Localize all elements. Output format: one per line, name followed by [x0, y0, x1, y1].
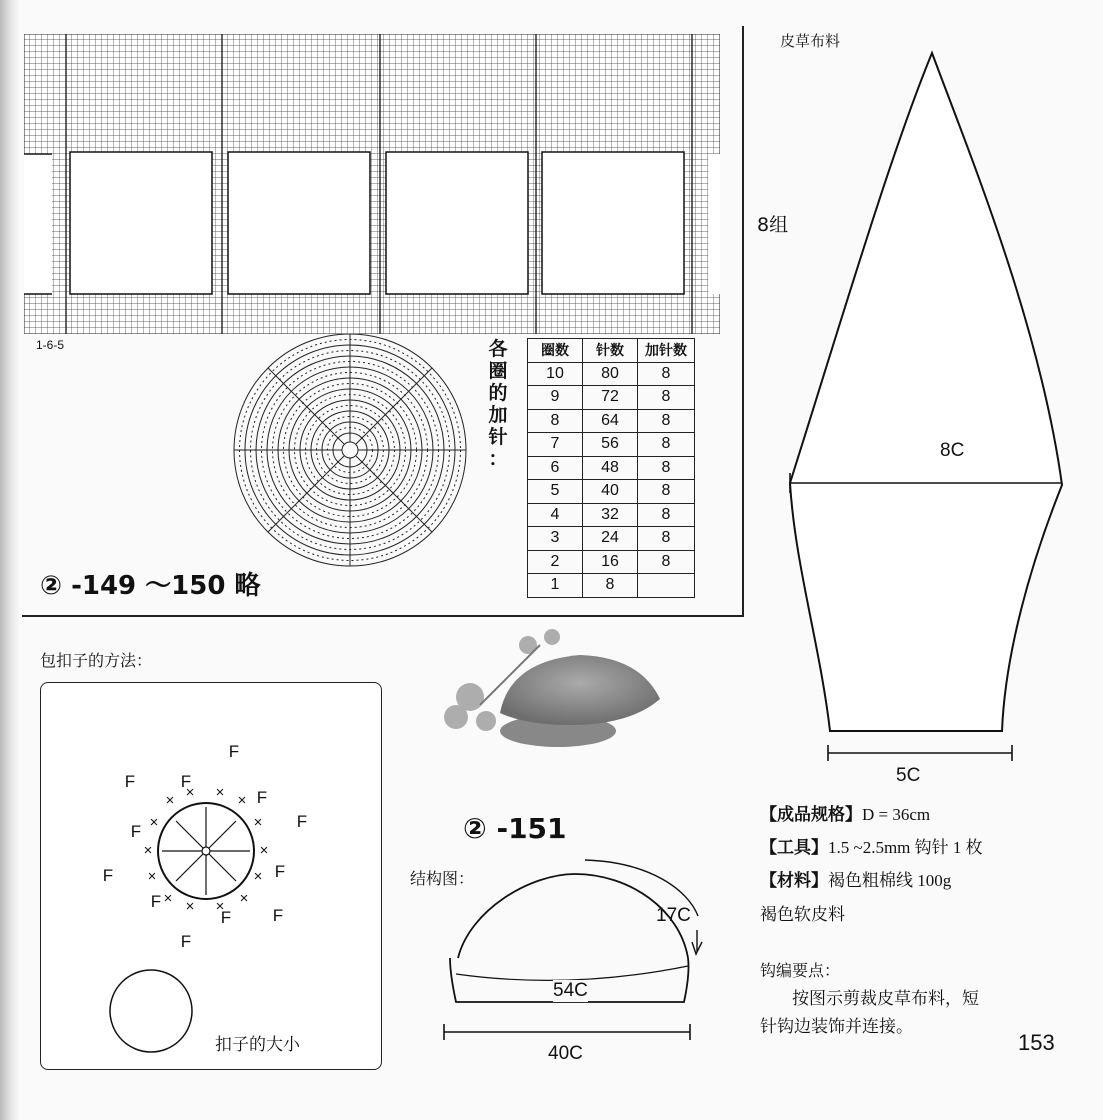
table-row	[528, 386, 695, 410]
table-cell: 8	[638, 550, 695, 574]
svg-text:F: F	[274, 862, 286, 881]
svg-text:F: F	[130, 822, 142, 841]
svg-text:F: F	[180, 932, 192, 951]
svg-text:×: ×	[215, 898, 225, 915]
button-cover-stitch-diagram	[90, 735, 330, 955]
side-char: 针	[488, 426, 508, 448]
divider-vertical	[742, 26, 744, 616]
table-cell: 7	[528, 433, 583, 457]
hat-151-title: ② -151	[463, 812, 567, 845]
side-char: 加	[488, 404, 508, 426]
svg-text:×: ×	[215, 784, 225, 801]
spec-tool	[760, 833, 983, 858]
spec-material-value-2: 褐色软皮料	[760, 905, 845, 924]
page-gutter-shadow	[0, 0, 20, 1120]
leather-group-label: 8组	[757, 214, 789, 236]
svg-text:F: F	[272, 906, 284, 925]
hat-structure-diagram	[440, 850, 710, 1050]
table-cell: 8	[638, 480, 695, 504]
table-row	[528, 480, 695, 504]
table-row	[528, 503, 695, 527]
round-stitch-chart	[230, 330, 470, 570]
table-cell: 8	[638, 527, 695, 551]
svg-text:F: F	[102, 866, 114, 885]
svg-text:F: F	[296, 812, 308, 831]
table-cell: 6	[528, 456, 583, 480]
table-cell: 4	[528, 503, 583, 527]
col-header: 圈数	[528, 339, 583, 363]
svg-text:F: F	[220, 908, 232, 927]
leather-piece-shape	[780, 45, 1080, 785]
table-cell: 8	[638, 409, 695, 433]
spec-size	[760, 800, 930, 825]
tips-line-2: 针钩边装饰并连接。	[760, 1017, 913, 1037]
table-cell: 8	[638, 456, 695, 480]
svg-text:×: ×	[185, 784, 195, 801]
svg-text:×: ×	[237, 792, 247, 809]
table-cell: 8	[638, 433, 695, 457]
spec-tool-key: 【工具】	[760, 838, 828, 858]
svg-text:×: ×	[185, 898, 195, 915]
button-size-label: 扣子的大小	[215, 1035, 300, 1055]
table-cell: 32	[583, 503, 638, 527]
svg-text:×: ×	[163, 890, 173, 907]
structure-label: 结构图：	[410, 869, 475, 888]
table-cell: 5	[528, 480, 583, 504]
button-method-title: 包扣子的方法：	[40, 651, 153, 670]
table-row	[528, 362, 695, 386]
table-cell: 8	[638, 362, 695, 386]
divider-horizontal	[22, 615, 744, 617]
table-cell: 10	[528, 362, 583, 386]
hat-height-label: 17C	[656, 905, 691, 926]
table-cell: 72	[583, 386, 638, 410]
grid-chart-label: 1-6-5	[36, 338, 65, 352]
page-number: 153	[1018, 1030, 1055, 1055]
table-cell: 8	[528, 409, 583, 433]
table-row	[528, 574, 695, 598]
table-row	[528, 527, 695, 551]
table-cell: 80	[583, 362, 638, 386]
table-cell: 2	[528, 550, 583, 574]
svg-text:×: ×	[165, 792, 175, 809]
spec-material-value: 褐色粗棉线 100g	[828, 871, 952, 890]
svg-text:F: F	[228, 742, 240, 761]
svg-text:×: ×	[253, 868, 263, 885]
spec-size-value: D = 36cm	[862, 805, 931, 824]
table-cell: 64	[583, 409, 638, 433]
svg-text:F: F	[150, 892, 162, 911]
tips-title: 钩编要点：	[760, 961, 841, 980]
svg-text:×: ×	[253, 814, 263, 831]
svg-text:F: F	[256, 788, 268, 807]
table-row	[528, 433, 695, 457]
svg-text:×: ×	[143, 842, 153, 859]
table-cell: 8	[638, 386, 695, 410]
svg-text:F: F	[180, 772, 192, 791]
table-cell: 16	[583, 550, 638, 574]
table-cell: 8	[638, 503, 695, 527]
table-side-label	[486, 338, 510, 470]
spec-tool-value: 1.5 ~2.5mm 钩针 1 枚	[828, 838, 983, 857]
side-char: 圈	[488, 360, 508, 382]
table-cell: 48	[583, 456, 638, 480]
svg-text:F: F	[124, 772, 136, 791]
spec-size-key: 【成品规格】	[760, 805, 862, 825]
col-header: 加针数	[638, 339, 695, 363]
table-row	[528, 409, 695, 433]
svg-text:×: ×	[147, 868, 157, 885]
round-chart-title: ② -149 ～150 略	[40, 571, 261, 601]
table-cell: 1	[528, 574, 583, 598]
table-row	[528, 550, 695, 574]
side-char: ：	[488, 448, 508, 470]
table-header-row	[528, 339, 695, 363]
table-cell: 8	[583, 574, 638, 598]
hat-width-label: 40C	[548, 1043, 583, 1064]
table-cell: 56	[583, 433, 638, 457]
spec-material-key: 【材料】	[760, 871, 828, 891]
svg-text:×: ×	[149, 814, 159, 831]
increase-table	[527, 338, 695, 598]
hat-photo	[430, 625, 700, 765]
leather-width-label: 8C	[940, 440, 965, 461]
table-cell: 40	[583, 480, 638, 504]
svg-text:×: ×	[239, 890, 249, 907]
table-cell: 3	[528, 527, 583, 551]
table-cell	[638, 574, 695, 598]
col-header: 针数	[583, 339, 638, 363]
table-cell: 24	[583, 527, 638, 551]
table-row	[528, 456, 695, 480]
svg-text:×: ×	[259, 842, 269, 859]
table-cell: 9	[528, 386, 583, 410]
spec-material	[760, 866, 951, 891]
side-char: 各	[488, 338, 508, 360]
hat-circumference-label: 54C	[553, 980, 588, 1001]
leather-title: 皮草布料	[780, 32, 841, 50]
button-size-circle	[108, 968, 194, 1054]
stitch-grid-chart	[24, 34, 720, 334]
tips-line-1: 按图示剪裁皮草布料，短	[792, 989, 979, 1009]
leather-base-label: 5C	[896, 765, 921, 786]
side-char: 的	[488, 382, 508, 404]
